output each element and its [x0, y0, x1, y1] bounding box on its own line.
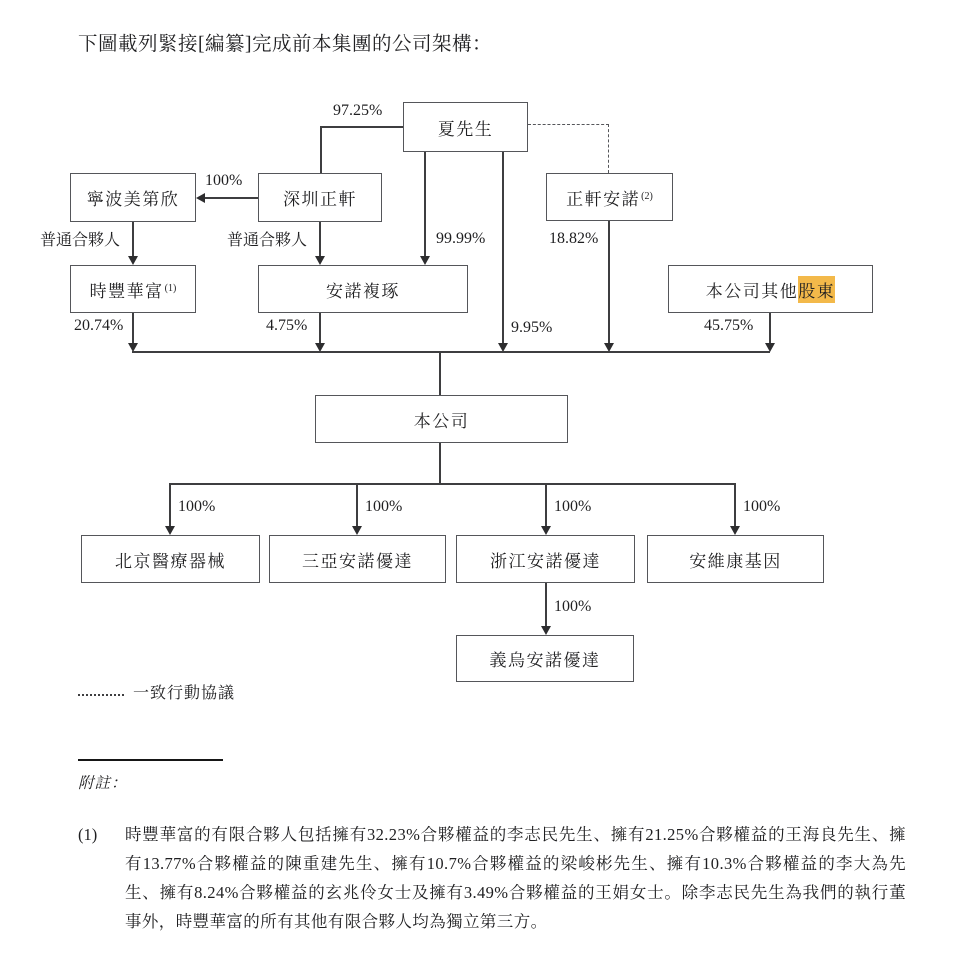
node-other-shareholders: 本公司其他 股東	[668, 265, 873, 313]
node-zhengxuan-annuo: 正軒安諾 (2)	[546, 173, 673, 221]
node-ningbo-meidixin: 寧波美第欣	[70, 173, 196, 222]
node-shenzhen-zhengxuan: 深圳正軒	[258, 173, 382, 222]
connector-line	[439, 443, 441, 483]
connector-line	[320, 126, 403, 128]
ownership-label: 45.75%	[704, 317, 754, 334]
node-shifeng-huafu: 時豐華富 (1)	[70, 265, 196, 313]
note-item	[78, 820, 906, 936]
node-sanya-annoroad: 三亞安諾優達	[269, 535, 446, 583]
ownership-label: 4.75%	[266, 317, 308, 334]
ownership-label: 100%	[365, 498, 403, 515]
node-yiwu-annoroad: 義烏安諾優達	[456, 635, 634, 682]
ownership-label: 100%	[554, 598, 592, 615]
node-beijing-medical: 北京醫療器械	[81, 535, 260, 583]
connector-line	[132, 222, 134, 258]
arrowhead-down-icon	[420, 256, 430, 265]
ownership-label: 99.99%	[436, 230, 486, 247]
node-anweikang-gene: 安維康基因	[647, 535, 824, 583]
ownership-label: 9.95%	[511, 319, 553, 336]
connector-line	[169, 483, 736, 485]
note-marker: (1)	[78, 825, 98, 844]
general-partner-label: 普通合夥人	[40, 232, 121, 249]
connector-line	[424, 152, 426, 258]
connector-line	[320, 126, 322, 173]
node-zhejiang-annoroad: 浙江安諾優達	[456, 535, 635, 583]
ownership-label: 100%	[205, 172, 243, 189]
connector-line	[204, 197, 258, 199]
ownership-label: 100%	[554, 498, 592, 515]
ownership-label: 20.74%	[74, 317, 124, 334]
node-company: 本公司	[315, 395, 568, 443]
arrowhead-down-icon	[730, 526, 740, 535]
note-text: 時豐華富的有限合夥人包括擁有32.23%合夥權益的李志民先生、擁有21.25%合夥權益的王海良先生、擁有13.77%合夥權益的陳重建先生、擁有10.7%合夥權益的梁峻彬先生、擁有10.3%合夥權益的李大為先生、擁有8.24%合夥權益的玄兆伶女士及擁有3.49%合夥權益的王娟女士。除李志民先生為我們的執行董事外，時豐華富的所有其他有限合夥人均為獨立第三方。	[125, 825, 906, 931]
connector-line	[132, 351, 770, 353]
ownership-label: 18.82%	[549, 230, 599, 247]
node-annuo-fuzhuo: 安諾複琢	[258, 265, 468, 313]
arrowhead-down-icon	[165, 526, 175, 535]
arrowhead-down-icon	[541, 526, 551, 535]
notes-divider	[78, 759, 223, 761]
connector-line	[608, 221, 610, 345]
ownership-label: 97.25%	[333, 102, 383, 119]
arrowhead-down-icon	[352, 526, 362, 535]
legend-label: 一致行動協議	[133, 685, 236, 702]
arrowhead-down-icon	[541, 626, 551, 635]
connector-line	[545, 583, 547, 628]
ownership-label: 100%	[743, 498, 781, 515]
connector-line	[545, 483, 547, 528]
arrowhead-left-icon	[196, 193, 205, 203]
connector-line	[502, 152, 504, 345]
page-title: 下圖載列緊接[編纂]完成前本集團的公司架構：	[78, 34, 492, 55]
connector-line	[356, 483, 358, 528]
dashed-connector-line	[528, 124, 609, 125]
connector-line	[319, 222, 321, 258]
search-highlight: 股東	[798, 276, 835, 303]
connector-line	[132, 313, 134, 345]
general-partner-label: 普通合夥人	[227, 232, 308, 249]
ownership-label: 100%	[178, 498, 216, 515]
node-mr-xia: 夏先生	[403, 102, 528, 152]
arrowhead-down-icon	[315, 256, 325, 265]
connector-line	[734, 483, 736, 528]
dashed-connector-line	[608, 124, 609, 173]
arrowhead-down-icon	[128, 256, 138, 265]
connector-line	[439, 351, 441, 395]
connector-line	[169, 483, 171, 528]
dotted-line-icon	[78, 694, 124, 696]
notes-heading: 附註：	[78, 775, 128, 792]
connector-line	[319, 313, 321, 345]
connector-line	[769, 313, 771, 345]
